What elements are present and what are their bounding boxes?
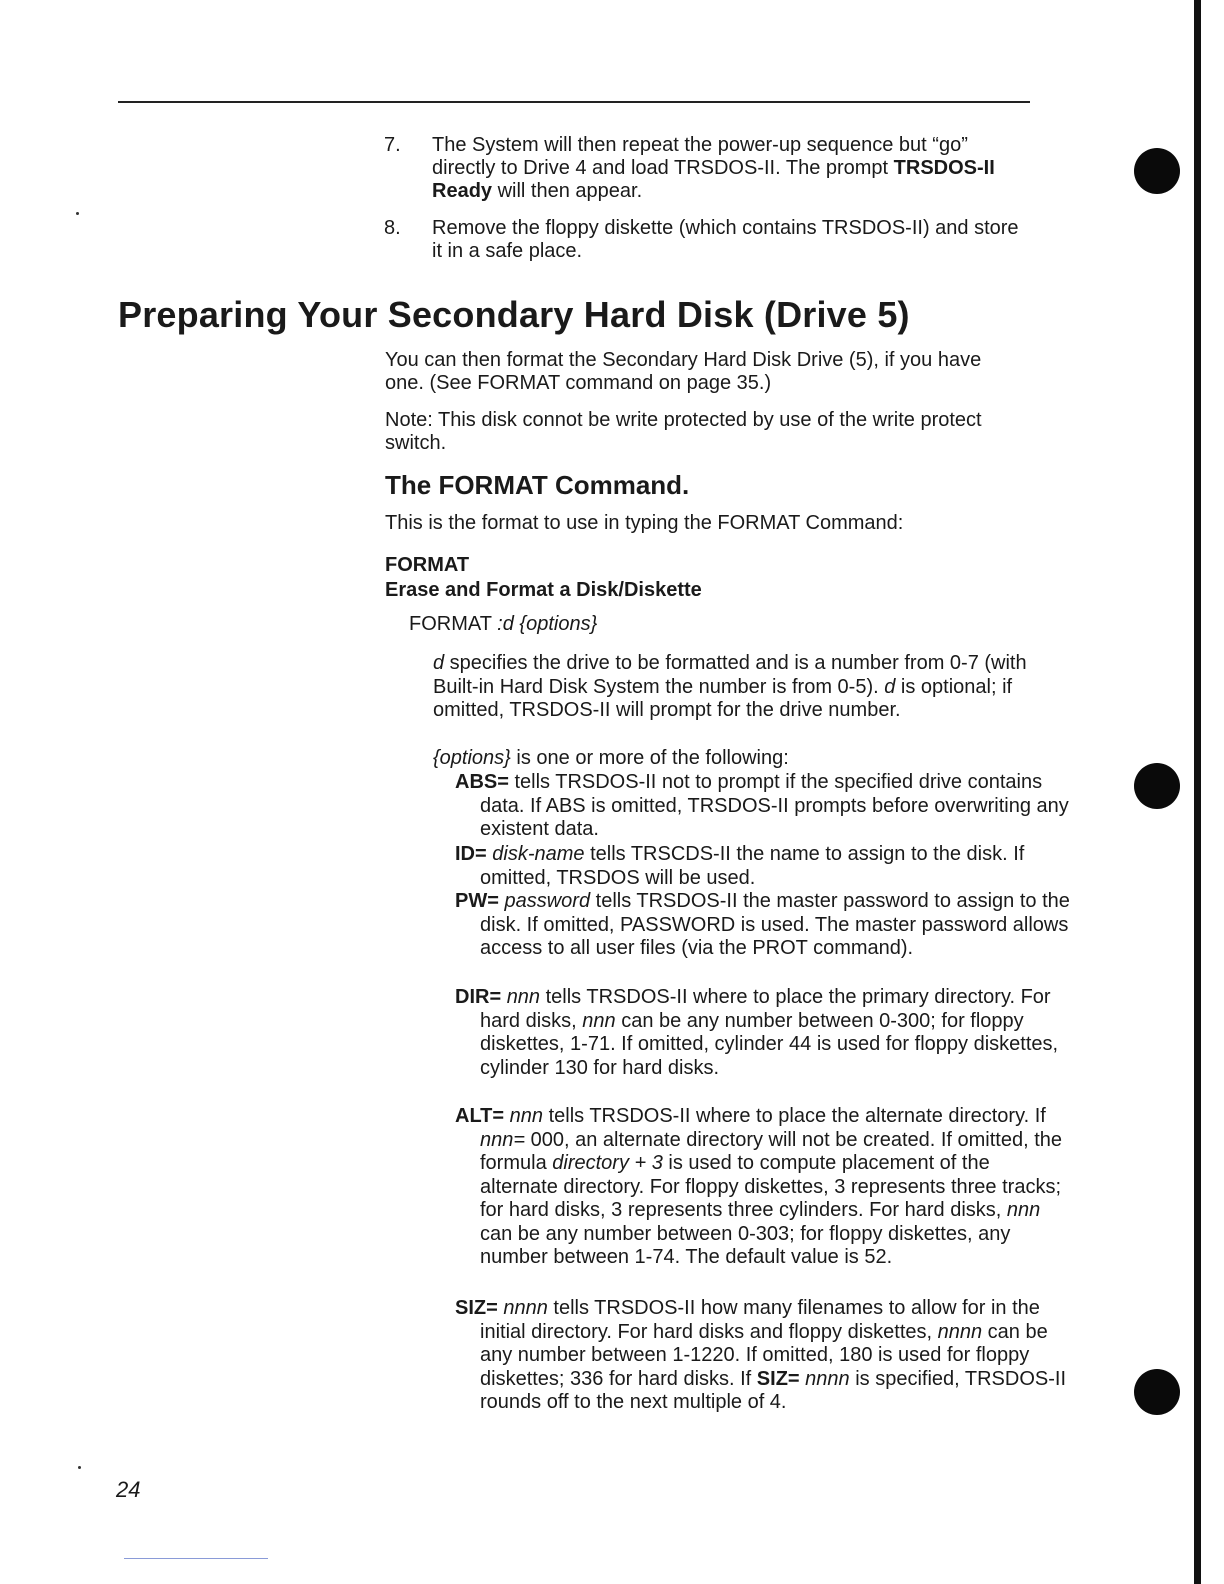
option-alt: ALT= nnn tells TRSDOS-II where to place the alternate directory. If nnn= 000, an alternate directory will not be created. If omitted, the formula directory + 3 is used to compute placement of the alternate directory. For floppy diskettes, 3 represents three tracks; for hard disks, 3 represents three cylinders. For hard disks, nnn can be any number between 0-303; for floppy diskettes, any number between 1-74. The default value is 52. xyxy=(455,1105,1063,1268)
option-id: ID= disk-name tells TRSCDS-II the name to assign to the disk. If omitted, TRSDOS will be used. xyxy=(455,843,1025,889)
option-dir: DIR= nnn tells TRSDOS-II where to place the primary directory. For hard disks, nnn can be any number between 0-300; for floppy diskettes, 1-71. If omitted, cylinder 44 is used for floppy diskettes, cylinder 130 for hard disks. xyxy=(455,986,1059,1079)
intro-paragraph: You can then format the Secondary Hard Disk Drive (5), if you have one. (See FORMAT command on page 35.) xyxy=(385,349,982,394)
command-syntax: FORMAT :d {options} xyxy=(409,613,598,635)
speck xyxy=(76,212,79,215)
page-edge-bar xyxy=(1194,0,1201,1584)
binder-hole-middle xyxy=(1134,763,1180,809)
bottom-line xyxy=(124,1558,268,1559)
note-paragraph: Note: This disk connot be write protected by use of the write protect switch. xyxy=(385,409,982,454)
top-rule xyxy=(118,101,1030,103)
page-number: 24 xyxy=(116,1477,141,1502)
section-title: Preparing Your Secondary Hard Disk (Drive 5) xyxy=(118,294,910,335)
step-number: 7. xyxy=(384,134,401,156)
command-name: FORMAT xyxy=(385,554,470,576)
speck xyxy=(78,1466,81,1469)
step-text: The System will then repeat the power-up sequence but “go” directly to Drive 4 and load TRSDOS-II. The prompt TRSDOS-II Ready will then appear. xyxy=(432,134,995,202)
format-intro: This is the format to use in typing the FORMAT Command: xyxy=(385,512,904,534)
step-7 xyxy=(384,134,1044,204)
option-pw: PW= password tells TRSDOS-II the master password to assign to the disk. If omitted, PASSWORD is used. The master password allows access to all user files (via the PROT command). xyxy=(455,890,1070,959)
subsection-title: The FORMAT Command. xyxy=(385,470,690,500)
option-abs: ABS= tells TRSDOS-II not to prompt if the specified drive contains data. If ABS is omitted, TRSDOS-II prompts before overwriting any existent data. xyxy=(455,771,1069,840)
options-description: {options} is one or more of the following: xyxy=(433,747,789,769)
binder-hole-bottom xyxy=(1134,1369,1180,1415)
option-siz: SIZ= nnnn tells TRSDOS-II how many filenames to allow for in the initial directory. For hard disks and floppy diskettes, nnnn can be any number between 1-1220. If omitted, 180 is used for floppy diskettes; 336 for hard disks. If SIZ= nnnn is specified, TRSDOS-II rounds off to the next multiple of 4. xyxy=(455,1297,1067,1413)
step-8 xyxy=(384,217,1044,265)
drive-parameter-description: d specifies the drive to be formatted and is a number from 0-7 (with Built-in Hard Disk System the number is from 0-5). d is optional; if omitted, TRSDOS-II will prompt for the drive number. xyxy=(433,652,1027,721)
step-number: 8. xyxy=(384,217,401,239)
binder-hole-top xyxy=(1134,148,1180,194)
command-description: Erase and Format a Disk/Diskette xyxy=(385,579,702,601)
step-text: Remove the floppy diskette (which contains TRSDOS-II) and store it in a safe place. xyxy=(432,217,1019,262)
